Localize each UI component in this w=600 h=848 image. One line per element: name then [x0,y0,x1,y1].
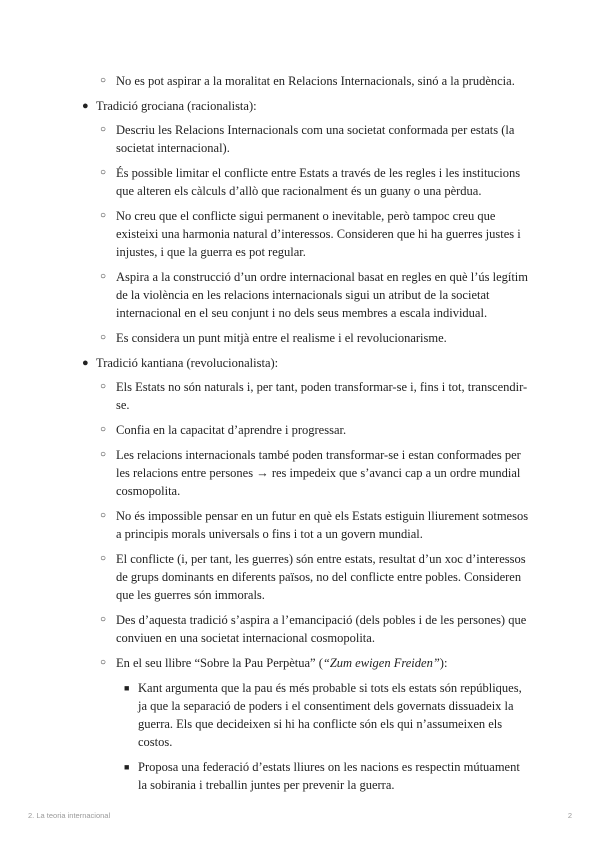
document-body [0,72,600,801]
hollow-circle-bullet-icon: ○ [100,332,107,343]
list-item [100,550,530,604]
footer-section-title: 2. La teoria internacional [28,811,111,820]
list-item [100,121,530,157]
item-text: Confia en la capacitat d’aprendre i progressar. [116,423,347,437]
hollow-circle-bullet-icon: ○ [100,381,107,392]
list-item [100,329,530,347]
page-number: 2 [567,811,572,820]
item-text: Tradició grociana (racionalista): [96,99,257,113]
hollow-circle-bullet-icon: ○ [100,614,107,625]
item-text: Es considera un punt mitjà entre el realisme i el revolucionarisme. [116,331,447,345]
hollow-circle-bullet-icon: ○ [100,210,107,221]
list-item [100,164,530,200]
hollow-circle-bullet-icon: ○ [100,449,107,460]
item-text: No es pot aspirar a la moralitat en Relacions Internacionals, sinó a la prudència. [116,74,515,88]
filled-circle-bullet-icon: ● [82,100,89,112]
hollow-circle-bullet-icon: ○ [100,510,107,521]
hollow-circle-bullet-icon: ○ [100,167,107,178]
hollow-circle-bullet-icon: ○ [100,271,107,282]
item-text: El conflicte (i, per tant, les guerres) són entre estats, resultat d’un xoc d’interessos de grups dominants en diferents països, no del conflicte entre pobles. Consideren que les guerres són immorals. [116,552,526,602]
hollow-circle-bullet-icon: ○ [100,75,107,86]
item-text: Els Estats no són naturals i, per tant, poden transformar-se i, fins i tot, transcendir-se. [116,380,528,412]
item-text: No creu que el conflicte sigui permanent o inevitable, però tampoc creu que existeixi una harmonia natural d’interessos. Consideren que hi ha guerres justes i injustes, i que la guerra es pot regular. [116,209,521,259]
hollow-circle-bullet-icon: ○ [100,124,107,135]
item-text: En el seu llibre “Sobre la Pau Perpètua” ( [116,656,323,670]
section-heading-kantiana [82,354,516,372]
item-text: Les relacions internacionals també poden transformar-se i estan conformades per les relacions entre persones → res impedeix que s’avanci cap a un ordre mundial cosmopolita. [116,448,521,498]
square-bullet-icon: ■ [124,683,130,693]
list-item [100,207,530,261]
square-bullet-icon: ■ [124,762,130,772]
hollow-circle-bullet-icon: ○ [100,424,107,435]
list-item [100,378,530,414]
item-text-after: ): [439,656,448,670]
list-item [100,268,530,322]
item-text: No és impossible pensar en un futur en què els Estats estiguin lliurement sotmesos a principis morals universals o fins i tot a un govern mundial. [116,509,529,541]
list-item [100,507,530,543]
filled-circle-bullet-icon: ● [82,357,89,369]
item-text: Tradició kantiana (revolucionalista): [96,356,279,370]
item-text: És possible limitar el conflicte entre Estats a través de les regles i les institucions que alteren els càlculs d’allò que racionalment és un guany o una pèrdua. [116,166,521,198]
item-text: Proposa una federació d’estats lliures on les nacions es respectin mútuament la sobirania i treballin juntes per prevenir la guerra. [138,760,520,792]
list-item [100,611,530,647]
list-item [100,421,530,439]
section-heading-grociana [82,97,516,115]
sub-list-item [124,758,522,794]
book-original-title: “Zum ewigen Freiden” [322,656,440,670]
sub-list-item [124,679,522,751]
list-item [100,446,530,500]
item-text: Des d’aquesta tradició s’aspira a l’emancipació (dels pobles i de les persones) que conviuen en una societat internacional cosmopolita. [116,613,527,645]
list-item-book-title [100,654,530,672]
item-text: Descriu les Relacions Internacionals com una societat conformada per estats (la societat internacional). [116,123,515,155]
hollow-circle-bullet-icon: ○ [100,657,107,668]
list-item [100,72,530,90]
item-text: Aspira a la construcció d’un ordre internacional basat en regles en què l’ús legítim de la violència en les relacions internacionals sigui un atribut de la societat internacional en el seu conjunt i no dels seus membres a escala individual. [116,270,529,320]
item-text: Kant argumenta que la pau és més probable si tots els estats són repúbliques, ja que la separació de poders i el consentiment dels governats dissuadeix la guerra. Els que decideixen si hi ha conflicte són els qui n’assumeixen els costos. [138,681,522,749]
hollow-circle-bullet-icon: ○ [100,553,107,564]
